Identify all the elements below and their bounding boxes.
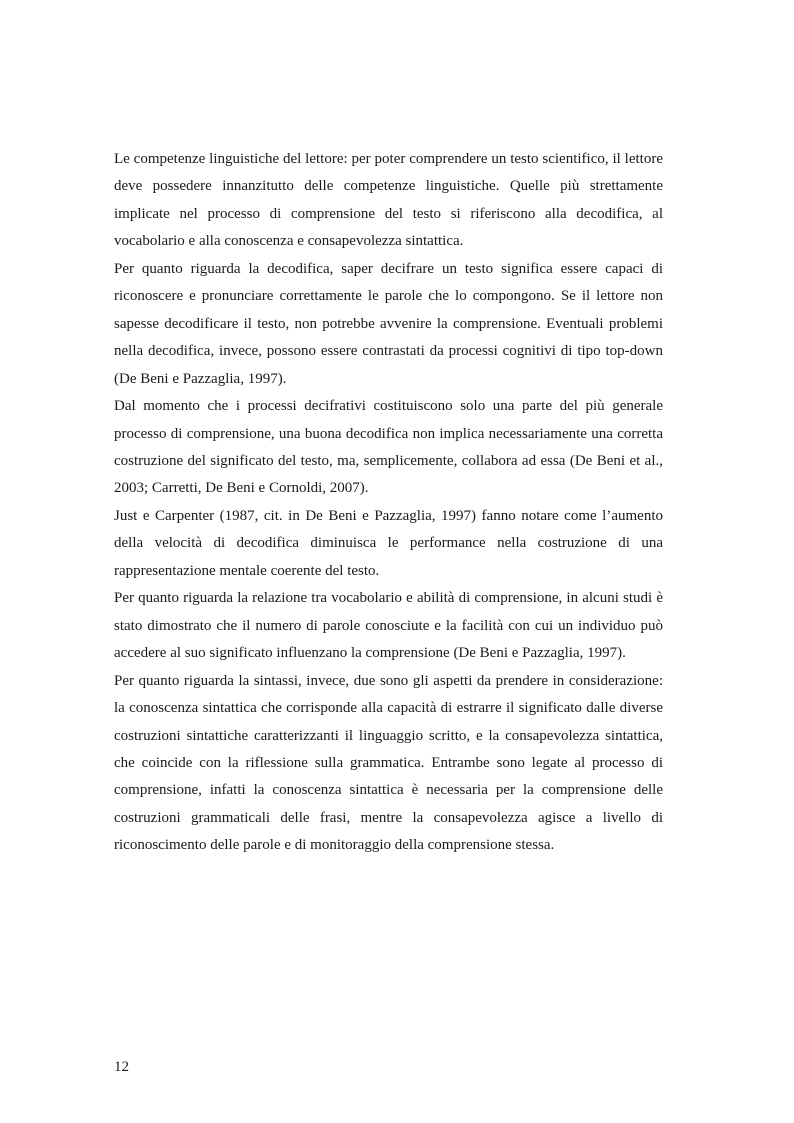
paragraph-linguistic-competences: Le competenze linguistiche del lettore: per poter comprendere un testo scientifico, il lettore deve possedere innanzitutto delle competenze linguistiche. Quelle più strettamente implicate nel processo di comprensione del testo si riferiscono alla decodifica, al vocabolario e alla conoscenza e consapevolezza sintattica. [114,151,663,250]
paragraph-syntax: Per quanto riguarda la sintassi, invece, due sono gli aspetti da prendere in considerazione: la conoscenza sintattica che corrisponde alla capacità di estrarre il significato dalle diverse costruzioni sintattiche caratterizzanti il linguaggio scritto, e la consapevolezza sintattica, che coincide con la riflessione sulla grammatica. Entrambe sono legate al processo di comprensione, infatti la conoscenza sintattica è necessaria per la comprensione delle costruzioni grammaticali delle frasi, mentre la consapevolezza agisce a livello di riconoscimento delle parole e di monitoraggio della comprensione stessa. [114,672,663,854]
paragraph-just-carpenter: Just e Carpenter (1987, cit. in De Beni e Pazzaglia, 1997) fanno notare come l’aumento della velocità di decodifica diminuisca le performance nella costruzione di una rappresentazione mentale coerente del testo. [114,507,663,579]
paragraph-decoding-processes: Dal momento che i processi decifrativi costituiscono solo una parte del più generale processo di comprensione, una buona decodifica non implica necessariamente una corretta costruzione del significato del testo, ma, semplicemente, collabora ad essa (De Beni et al., 2003; Carretti, De Beni e Cornoldi, 2007). [114,398,663,497]
paragraph-decoding: Per quanto riguarda la decodifica, saper decifrare un testo significa essere capaci di riconoscere e pronunciare correttamente le parole che lo compongono. Se il lettore non sapesse decodificare il testo, non potrebbe avvenire la comprensione. Eventuali problemi nella decodifica, invece, possono essere contrastati da processi cognitivi di tipo top-down (De Beni e Pazzaglia, 1997). [114,260,663,387]
paragraph-vocabulary: Per quanto riguarda la relazione tra vocabolario e abilità di comprensione, in alcuni studi è stato dimostrato che il numero di parole conosciute e la facilità con cui un individuo può accedere al suo significato influenzano la comprensione (De Beni e Pazzaglia, 1997). [114,590,663,662]
body-text [114,146,663,860]
page-number: 12 [114,1059,129,1075]
